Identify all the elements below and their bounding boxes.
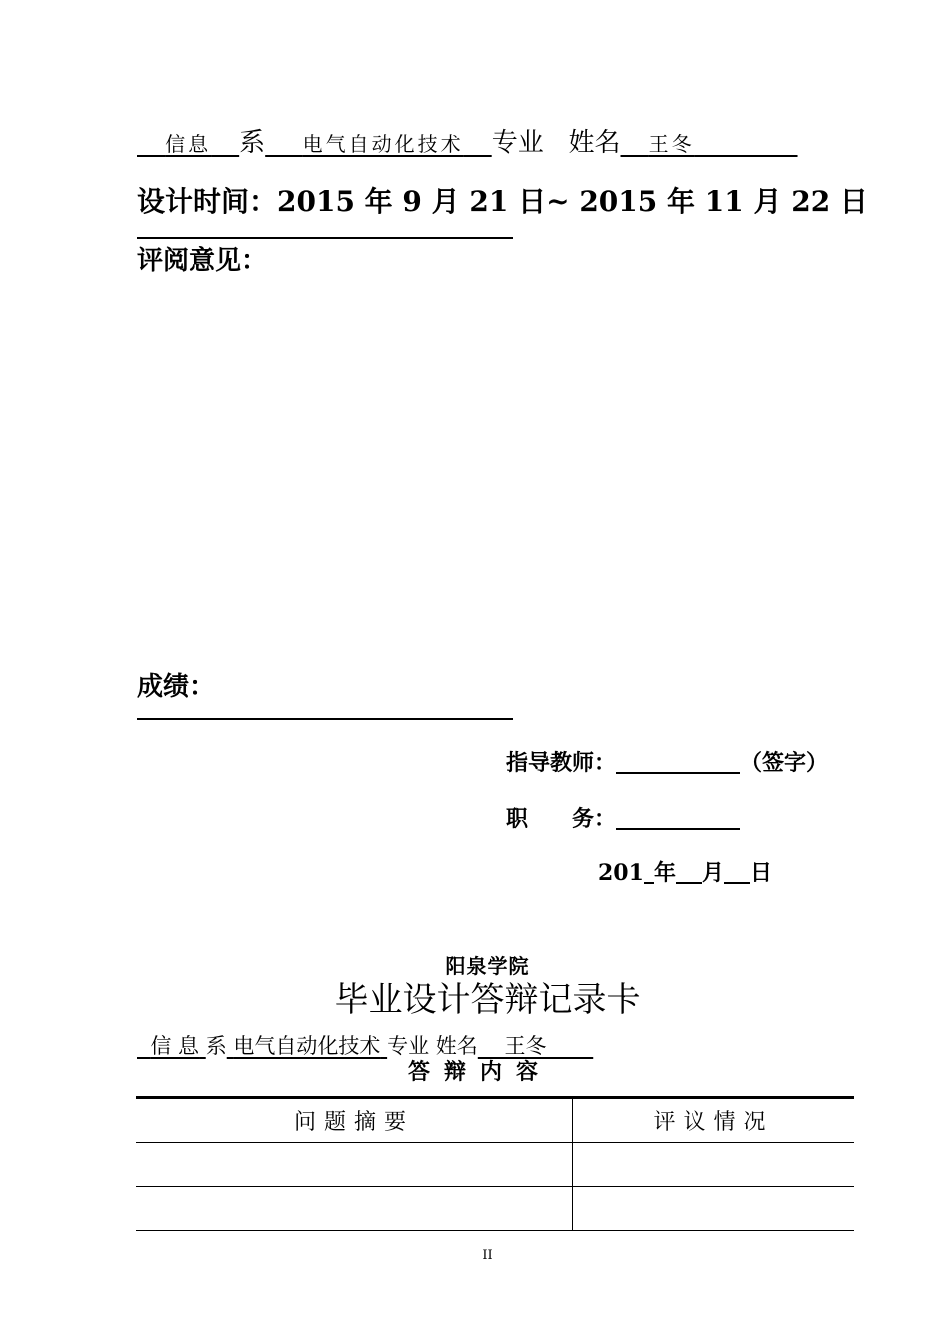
evaluation-cell[interactable] <box>573 1187 855 1231</box>
department-suffix: 系 <box>239 128 266 158</box>
header-question-summary: 问题摘要 <box>136 1098 573 1143</box>
year-blank[interactable] <box>644 860 654 884</box>
card-name-field: 王冬 <box>504 1034 547 1058</box>
score-underline <box>137 718 513 720</box>
card-department-suffix: 系 <box>205 1034 227 1058</box>
defense-heading: 答辩内容 <box>408 1059 553 1085</box>
position-blank[interactable] <box>616 806 740 830</box>
year-char: 年 <box>653 860 676 886</box>
card-major-field: 电气自动化技术 <box>233 1034 381 1058</box>
card-department-field: 信 息 <box>150 1034 200 1058</box>
major-field: 电气自动化技术 <box>302 132 464 156</box>
position-line <box>506 802 740 833</box>
year-prefix: 201 <box>598 860 644 886</box>
header-info-line <box>137 122 798 159</box>
design-time-underline <box>137 237 513 239</box>
review-opinion-label: 评阅意见： <box>137 246 268 276</box>
score-label: 成绩： <box>137 672 216 702</box>
sign-note: （签字） <box>740 750 829 776</box>
table-row <box>136 1187 854 1231</box>
advisor-signature-line <box>506 746 828 777</box>
header-evaluation: 评议情况 <box>573 1098 855 1143</box>
date-line <box>598 856 772 887</box>
evaluation-cell[interactable] <box>573 1143 855 1187</box>
question-cell[interactable] <box>136 1187 573 1231</box>
question-cell[interactable] <box>136 1143 573 1187</box>
major-suffix: 专业 <box>491 128 544 158</box>
table-header-row <box>136 1098 854 1143</box>
table-row <box>136 1143 854 1187</box>
college-name: 阳泉学院 <box>445 954 530 978</box>
advisor-label: 指导教师： <box>506 750 617 776</box>
name-field: 王冬 <box>648 132 695 156</box>
name-label: 姓名 <box>568 128 621 158</box>
day-char: 日 <box>749 860 772 886</box>
month-char: 月 <box>701 860 724 886</box>
page-number: II <box>482 1248 493 1263</box>
day-blank[interactable] <box>724 860 750 884</box>
month-blank[interactable] <box>676 860 702 884</box>
card-name-label: 姓名 <box>435 1034 478 1058</box>
card-major-suffix: 专业 <box>387 1034 430 1058</box>
advisor-blank[interactable] <box>616 750 740 774</box>
card-title: 毕业设计答辩记录卡 <box>334 980 641 1020</box>
design-time: 设计时间：2015 年 9 月 21 日~ 2015 年 11 月 22 日 <box>137 185 868 218</box>
position-label: 职 务： <box>506 806 617 832</box>
department-field: 信息 <box>165 132 212 156</box>
defense-table <box>136 1096 854 1231</box>
